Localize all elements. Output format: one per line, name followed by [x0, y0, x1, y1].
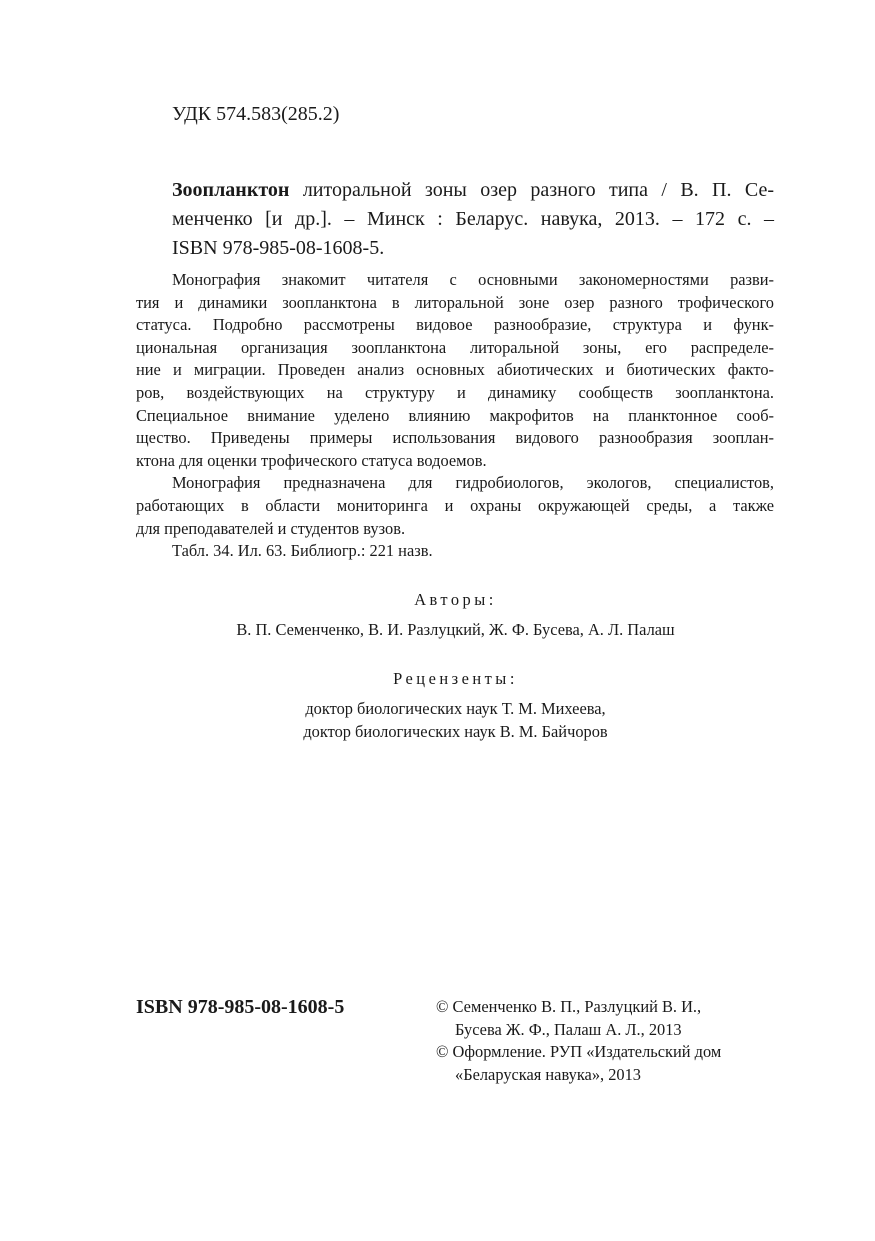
citation-title: Зоопланктон: [172, 179, 290, 201]
copyright-block: [436, 996, 781, 1086]
abstract-line: для преподавателей и студентов вузов.: [136, 518, 406, 538]
authors-names: В. П. Семенченко, В. И. Разлуцкий, Ж. Ф. Бусева, А. Л. Палаш: [236, 620, 675, 639]
abstract-line: тия и динамики зоопланктона в литоральной зоне озер разного трофического: [136, 292, 774, 312]
abstract-line: Монография знакомит читателя с основными закономерностями разви-: [172, 270, 774, 289]
citation-line-1: [172, 176, 774, 205]
authors-heading: Авторы:: [414, 590, 497, 609]
abstract-line: Табл. 34. Ил. 63. Библиогр.: 221 назв.: [172, 541, 433, 561]
bibliographic-citation: [172, 176, 774, 263]
abstract-line: работающих в области мониторинга и охраны окружающей среды, а также: [136, 495, 774, 515]
reviewers-heading: Рецензенты:: [393, 669, 518, 688]
reviewer-1: доктор биологических наук Т. М. Михеева,: [305, 699, 606, 718]
reviewers-list: [0, 698, 875, 743]
citation-line-3: ISBN 978-985-08-1608-5.: [172, 237, 385, 259]
citation-line-1-rest: литоральной зоны озер разного типа / В. П. Се-: [289, 179, 774, 201]
abstract-line: Специальное внимание уделено влиянию макрофитов на планктонное сооб-: [136, 405, 774, 425]
copyright-line-3: © Оформление. РУП «Издательский дом: [436, 1042, 722, 1062]
abstract: [136, 269, 774, 563]
abstract-line: циональная организация зоопланктона литоральной зоны, его распределе-: [136, 337, 774, 357]
abstract-line: Монография предназначена для гидробиологов, экологов, специалистов,: [172, 473, 774, 493]
abstract-line: ров, воздействующих на структуру и динамику сообществ зоопланктона.: [136, 382, 774, 402]
reviewer-2: доктор биологических наук В. М. Байчоров: [303, 721, 608, 741]
citation-line-2: менченко [и др.]. – Минск : Беларус. навука, 2013. – 172 с. –: [172, 208, 774, 230]
copyright-line-1: © Семенченко В. П., Разлуцкий В. И.,: [436, 997, 702, 1016]
copyright-line-4: «Беларуская навука», 2013: [455, 1064, 641, 1084]
abstract-line: щество. Приведены примеры использования видового разнообразия зооплан-: [136, 428, 774, 448]
abstract-line: статуса. Подробно рассмотрены видовое разнообразие, структура и функ-: [136, 315, 774, 335]
isbn-number: ISBN 978-985-08-1608-5: [136, 996, 345, 1018]
abstract-line: ктона для оценки трофического статуса водоемов.: [136, 450, 487, 470]
abstract-line: ние и миграции. Проведен анализ основных абиотических и биотических факто-: [136, 360, 774, 380]
copyright-line-2: Бусева Ж. Ф., Палаш А. Л., 2013: [455, 1019, 682, 1039]
udk-code: УДК 574.583(285.2): [172, 103, 340, 125]
